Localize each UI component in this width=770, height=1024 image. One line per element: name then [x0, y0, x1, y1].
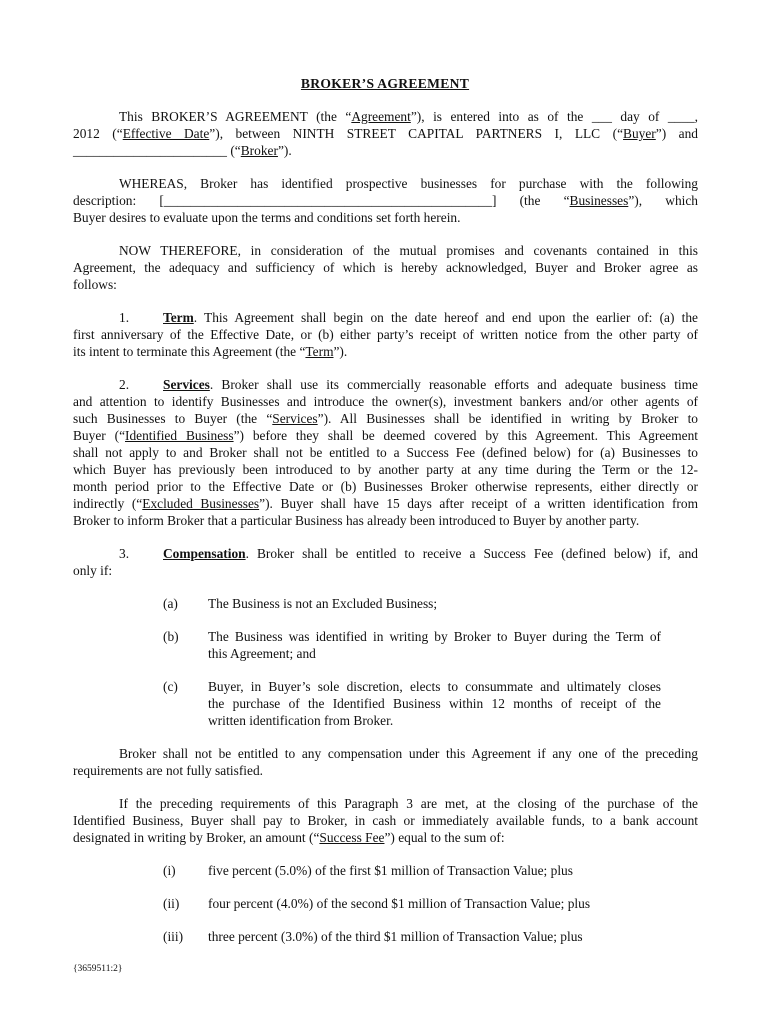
section-heading: Term [163, 310, 194, 325]
section-2-services: 2. Services. Broker shall use its commercially reasonable efforts and adequate business time and attention to identify Businesses and introduce the owner(s), investment bankers and/or other agents of such Businesses to Buyer (the “Services”). All Businesses shall be identified in writing by Broker to Buyer (“Identified Business”) before they shall be deemed covered by this Agreement. This Agreement shall not apply to and Broker shall not be entitled to a Success Fee (defined below) for (a) Businesses to which Buyer has previously been introduced to by another party at any time during the Term or the 12- month period prior to the Effective Date or (b) Businesses Broker otherwise represents, either directly or indirectly (“Excluded Businesses”). Buyer shall have 15 days after receipt of a written identification from Broker to inform Broker that a particular Business has already been introduced to Buyer by another party. [73, 377, 698, 528]
condition-item: (c) Buyer, in Buyer’s sole discretion, elects to consummate and ultimately closes the purchase of the Identified Business within 12 months of receipt of the written identification from Broker. [163, 679, 661, 728]
condition-item: (a) The Business is not an Excluded Business; [163, 596, 438, 611]
defined-term-businesses: Businesses [569, 193, 629, 208]
item-label: (b) [163, 629, 179, 644]
condition-item: (b) The Business was identified in writing by Broker to Buyer during the Term of this Agreement; and [163, 629, 661, 661]
success-fee-paragraph: If the preceding requirements of this Paragraph 3 are met, at the closing of the purchase of the Identified Business, Buyer shall pay to Broker, in cash or immediately available funds, to a bank account designated in writing by Broker, an amount (“Success Fee”) equal to the sum of: [73, 796, 698, 845]
section-heading: Services [163, 377, 210, 392]
defined-term-success-fee: Success Fee [319, 830, 385, 845]
defined-term-excluded-businesses: Excluded Businesses [142, 496, 260, 511]
defined-term-buyer: Buyer [623, 126, 656, 141]
fee-item: (i) five percent (5.0%) of the first $1 million of Transaction Value; plus [163, 863, 573, 878]
defined-term-term: Term [305, 344, 334, 359]
defined-term-broker: Broker [240, 143, 278, 158]
intro-paragraph [73, 108, 698, 159]
defined-term-agreement: Agreement [351, 109, 411, 124]
document-title: BROKER’S AGREEMENT [300, 76, 470, 91]
section-number: 2. [119, 377, 130, 392]
intro-line-1: This BROKER’S AGREEMENT (the “Agreement”), is entered into as of the ___ day of ____, [119, 109, 698, 124]
defined-term-services: Services [272, 411, 318, 426]
section-heading: Compensation [163, 546, 246, 561]
whereas-paragraph: WHEREAS, Broker has identified prospective businesses for purchase with the following description: [_________________________________________________] (the “Businesses”), which Buyer desires to evaluate upon the terms and conditions set forth herein. [73, 176, 698, 225]
document-id-footer: {3659511:2} [73, 964, 123, 974]
section-number: 1. [119, 310, 130, 325]
now-therefore-paragraph: NOW THEREFORE, in consideration of the mutual promises and covenants contained in this Agreement, the adequacy and sufficiency of which is hereby acknowledged, Buyer and Broker agree as follows: [73, 243, 698, 292]
item-label: (a) [163, 596, 178, 611]
section-1-term: 1. Term. This Agreement shall begin on the date hereof and end upon the earlier of: (a) the first anniversary of the Effective Date, or (b) either party’s receipt of written notice from the other party of its intent to terminate this Agreement (the “Term”). [73, 310, 698, 359]
item-label: (iii) [163, 929, 184, 944]
intro-line-2: 2012 (“Effective Date”), between NINTH STREET CAPITAL PARTNERS I, LLC (“Buyer”) and [73, 126, 698, 141]
section-number: 3. [119, 546, 130, 561]
defined-term-identified-business: Identified Business [125, 428, 234, 443]
item-label: (c) [163, 679, 178, 694]
defined-term-effective-date: Effective Date [122, 126, 210, 141]
fee-item: (iii) three percent (3.0%) of the third $1 million of Transaction Value; plus [163, 929, 583, 944]
fee-item: (ii) four percent (4.0%) of the second $1 million of Transaction Value; plus [163, 896, 591, 911]
intro-line-3: _______________________ (“Broker”). [73, 143, 292, 158]
not-entitled-paragraph: Broker shall not be entitled to any compensation under this Agreement if any one of the preceding requirements are not fully satisfied. [73, 746, 698, 778]
item-label: (ii) [163, 896, 180, 911]
item-label: (i) [163, 863, 176, 878]
section-3-compensation: 3. Compensation. Broker shall be entitled to receive a Success Fee (defined below) if, and only if: [73, 546, 698, 578]
